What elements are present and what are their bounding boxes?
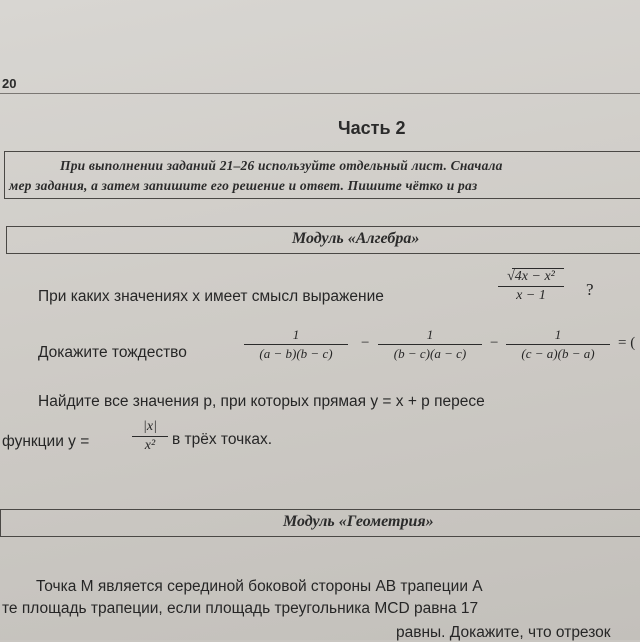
instructions-box bbox=[4, 151, 640, 199]
task-23-line-1: Найдите все значения p, при которых прямая y = x + p пересе bbox=[38, 393, 485, 410]
task-24-line-1: Точка M является серединой боковой стороны AB трапеции A bbox=[36, 578, 483, 595]
algebra-module-title: Модуль «Алгебра» bbox=[292, 230, 420, 247]
task-21-fraction bbox=[498, 269, 564, 304]
part-title: Часть 2 bbox=[338, 118, 406, 138]
task-21-question-mark: ? bbox=[586, 280, 594, 299]
task-21-denominator: x − 1 bbox=[516, 288, 546, 303]
task-25-partial-line: равны. Докажите, что отрезок bbox=[396, 624, 611, 641]
task-22-equals: = ( bbox=[618, 335, 636, 351]
task-23-prefix: функции y = bbox=[2, 433, 90, 450]
task-22-fraction-2: 1 (b − c)(a − c) bbox=[378, 327, 482, 362]
geometry-module-title: Модуль «Геометрия» bbox=[283, 513, 434, 530]
task-24-line-2: те площадь трапеции, если площадь треугольника MCD равна 17 bbox=[2, 600, 479, 617]
sqrt-overline bbox=[512, 268, 564, 269]
instructions-line-2: мер задания, а затем запишите его решение и ответ. Пишите чётко и раз bbox=[9, 178, 478, 193]
geometry-module-header bbox=[0, 509, 640, 537]
task-21-text: При каких значениях x имеет смысл выражение bbox=[38, 288, 384, 305]
task-23-fraction: |x| x² bbox=[132, 419, 168, 454]
task-23-suffix: в трёх точках. bbox=[172, 431, 273, 448]
task-22-minus-2: − bbox=[490, 335, 499, 351]
task-22-text: Докажите тождество bbox=[38, 344, 187, 361]
task-22-minus-1: − bbox=[361, 335, 370, 351]
task-22-fraction-1: 1 (a − b)(b − c) bbox=[244, 327, 348, 362]
instructions-line-1: При выполнении заданий 21–26 используйте отдельный лист. Сначала bbox=[60, 158, 503, 173]
header-divider bbox=[0, 93, 640, 94]
task-22-fraction-3: 1 (c − a)(b − a) bbox=[506, 327, 610, 362]
algebra-module-header bbox=[6, 226, 640, 254]
task-21-numerator: √4x − x² bbox=[507, 269, 555, 284]
page-number: 20 bbox=[2, 76, 17, 91]
